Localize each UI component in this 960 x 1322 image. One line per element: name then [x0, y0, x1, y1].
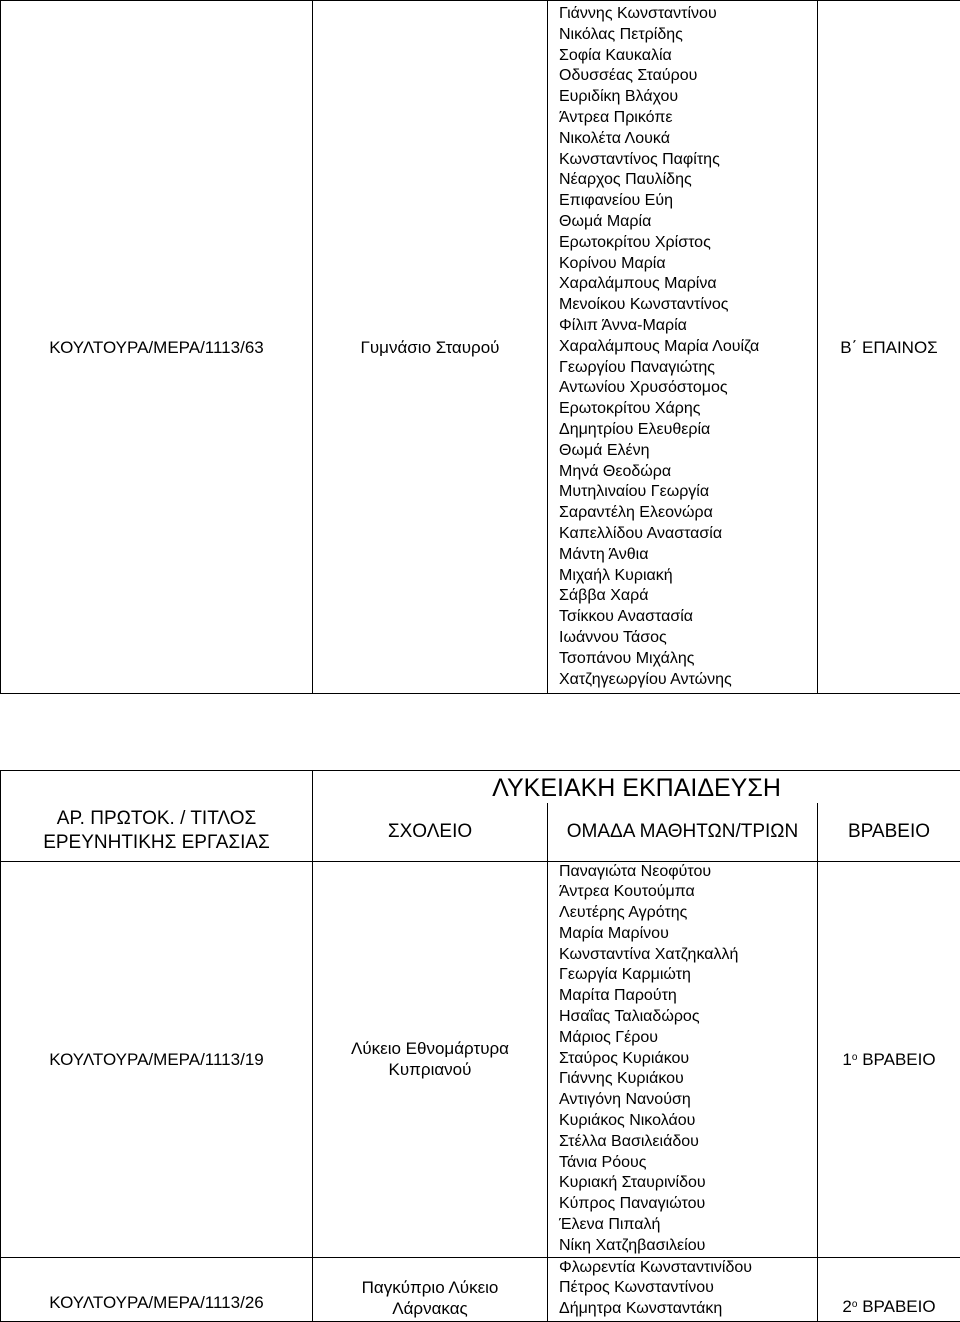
student-name: Κωνσταντίνα Χατζηκαλλή	[559, 945, 817, 966]
student-name: Άντρεα Κουτούμπα	[559, 882, 817, 903]
student-name: Ευριδίκη Βλάχου	[559, 87, 817, 108]
student-name: Σοφία Καυκαλία	[559, 46, 817, 67]
student-name: Ερωτοκρίτου Χάρης	[559, 399, 817, 420]
header-award: ΒΡΑΒΕΙΟ	[818, 803, 960, 861]
student-name: Στέλλα Βασιλειάδου	[559, 1132, 817, 1153]
student-name: Οδυσσέας Σταύρου	[559, 66, 817, 87]
header-team: ΟΜΑΔΑ ΜΑΘΗΤΩΝ/ΤΡΙΩΝ	[548, 803, 818, 861]
school-name: Παγκύπριο Λύκειο Λάρνακας	[313, 1257, 548, 1321]
student-list	[548, 1257, 818, 1321]
student-name: Μενοίκου Κωνσταντίνος	[559, 295, 817, 316]
award-cell: Β΄ ΕΠΑΙΝΟΣ	[818, 1, 960, 694]
table-row	[1, 861, 960, 1257]
student-name: Μάντη Άνθια	[559, 545, 817, 566]
student-name: Ερωτοκρίτου Χρίστος	[559, 233, 817, 254]
research-code: ΚΟΥΛΤΟΥΡΑ/ΜΕΡΑ/1113/26	[1, 1257, 313, 1321]
student-name: Μαρίτα Παρούτη	[559, 986, 817, 1007]
student-name: Χαραλάμπους Μαρίνα	[559, 274, 817, 295]
student-name: Γιάννης Κυριάκου	[559, 1069, 817, 1090]
student-name: Τσοπάνου Μιχάλης	[559, 649, 817, 670]
student-name: Νέαρχος Παυλίδης	[559, 170, 817, 191]
student-name: Επιφανείου Εύη	[559, 191, 817, 212]
student-name: Δήμητρα Κωνσταντάκη	[559, 1299, 817, 1320]
student-name: Μηνά Θεοδώρα	[559, 462, 817, 483]
student-name: Φλωρεντία Κωνσταντινίδου	[559, 1258, 817, 1279]
student-name: Σάββα Χαρά	[559, 586, 817, 607]
student-name: Έλενα Πιπαλή	[559, 1215, 817, 1236]
student-name: Δημητρίου Ελευθερία	[559, 420, 817, 441]
school-name: Γυμνάσιο Σταυρού	[313, 1, 548, 694]
student-name: Νικόλας Πετρίδης	[559, 25, 817, 46]
header-school: ΣΧΟΛΕΙΟ	[313, 803, 548, 861]
student-name: Χατζηγεωργίου Αντώνης	[559, 670, 817, 691]
student-name: Κύπρος Παναγιώτου	[559, 1194, 817, 1215]
student-name: Μάριος Γέρου	[559, 1028, 817, 1049]
student-name: Αντωνίου Χρυσόστομος	[559, 378, 817, 399]
student-list	[548, 861, 818, 1257]
student-name: Χαραλάμπους Μαρία Λουίζα	[559, 337, 817, 358]
student-name: Λευτέρης Αγρότης	[559, 903, 817, 924]
student-name: Νικολέτα Λουκά	[559, 129, 817, 150]
student-name: Αντιγόνη Νανούση	[559, 1090, 817, 1111]
student-name: Κυριάκος Νικολάου	[559, 1111, 817, 1132]
student-name: Κωνσταντίνος Παφίτης	[559, 150, 817, 171]
student-name: Γεωργία Καρμιώτη	[559, 965, 817, 986]
student-name: Πέτρος Κωνσταντίνου	[559, 1278, 817, 1299]
award-table-lyceum	[0, 770, 960, 1322]
student-name: Τσίκκου Αναστασία	[559, 607, 817, 628]
student-name: Καπελλίδου Αναστασία	[559, 524, 817, 545]
student-list	[548, 1, 818, 694]
research-code: ΚΟΥΛΤΟΥΡΑ/ΜΕΡΑ/1113/63	[1, 1, 313, 694]
student-name: Γεωργίου Παναγιώτης	[559, 358, 817, 379]
section-title: ΛΥΚΕΙΑΚΗ ΕΚΠΑΙΔΕΥΣΗ	[313, 771, 960, 804]
student-name: Μιχαήλ Κυριακή	[559, 566, 817, 587]
table-row	[1, 1257, 960, 1321]
student-name: Παναγιώτα Νεοφύτου	[559, 862, 817, 883]
student-name: Γιάννης Κωνσταντίνου	[559, 4, 817, 25]
table-row	[1, 1, 960, 694]
student-name: Νίκη Χατζηβασιλείου	[559, 1236, 817, 1257]
student-name: Τάνια Ρόους	[559, 1153, 817, 1174]
student-name: Μαρία Μαρίνου	[559, 924, 817, 945]
student-name: Θωμά Ελένη	[559, 441, 817, 462]
student-name: Ιωάννου Τάσος	[559, 628, 817, 649]
student-name: Κυριακή Σταυρινίδου	[559, 1173, 817, 1194]
student-name: Άντρεα Πρικόπε	[559, 108, 817, 129]
student-name: Θωμά Μαρία	[559, 212, 817, 233]
award-cell: $1^o$ ΒΡΑΒΕΙΟ	[818, 861, 960, 1257]
student-name: Κορίνου Μαρία	[559, 254, 817, 275]
student-name: Σταύρος Κυριάκου	[559, 1049, 817, 1070]
student-name: Ησαΐας Ταλιαδώρος	[559, 1007, 817, 1028]
header-code: ΑΡ. ΠΡΩΤΟΚ. / ΤΙΤΛΟΣ ΕΡΕΥΝΗΤΙΚΗΣ ΕΡΓΑΣΙΑΣ	[1, 771, 313, 862]
award-cell: $2^o$ ΒΡΑΒΕΙΟ	[818, 1257, 960, 1321]
table-row	[1, 771, 960, 804]
school-name: Λύκειο Εθνομάρτυρα Κυπριανού	[313, 861, 548, 1257]
student-name: Φίλιπ Άννα-Μαρία	[559, 316, 817, 337]
research-code: ΚΟΥΛΤΟΥΡΑ/ΜΕΡΑ/1113/19	[1, 861, 313, 1257]
student-name: Σαραντέλη Ελεονώρα	[559, 503, 817, 524]
student-name: Μυτηλιναίου Γεωργία	[559, 482, 817, 503]
